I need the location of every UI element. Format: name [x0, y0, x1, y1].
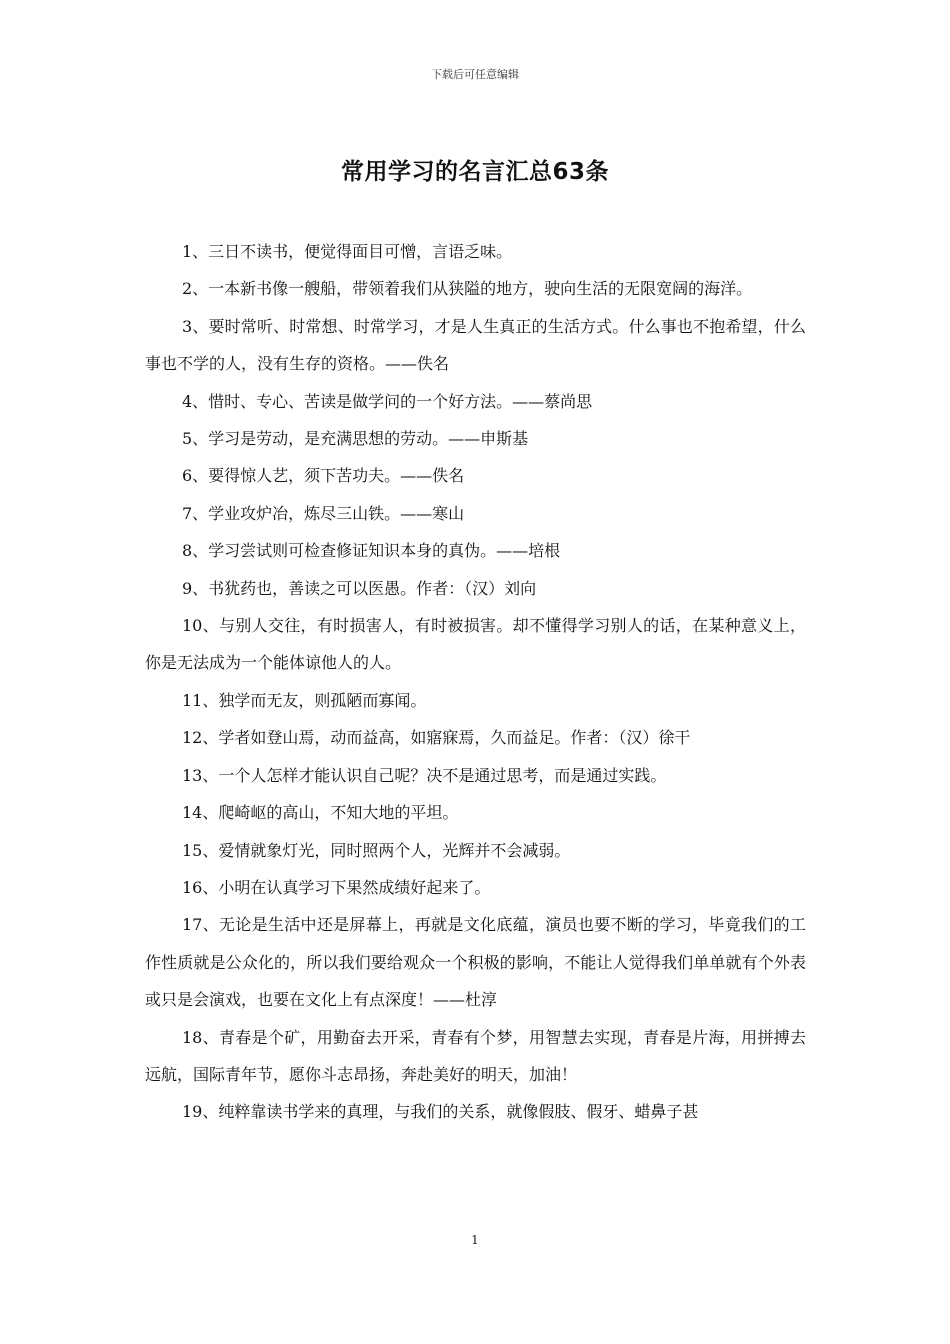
document-title: 常用学习的名言汇总63条	[340, 159, 609, 185]
paragraph-15: 15、爱情就象灯光，同时照两个人，光辉并不会减弱。	[182, 840, 571, 860]
paragraph-1: 1、三日不读书，便觉得面目可憎，言语乏味。	[182, 242, 513, 261]
paragraph-7: 7、学业攻炉冶，炼尽三山铁。——寒山	[182, 503, 465, 523]
paragraph-16: 16、小明在认真学习下果然成绩好起来了。	[182, 877, 491, 897]
paragraph-13: 13、一个人怎样才能认识自己呢？决不是通过思考，而是通过实践。	[182, 765, 667, 785]
paragraph-5: 5、学习是劳动，是充满思想的劳动。——申斯基	[182, 429, 529, 449]
paragraph-8: 8、学习尝试则可检查修证知识本身的真伪。——培根	[182, 541, 561, 561]
paragraph-9: 9、书犹药也，善读之可以医愚。作者：（汉）刘向	[182, 578, 537, 598]
paragraph-12: 12、学者如登山焉，动而益高，如寤寐焉，久而益足。作者：（汉）徐干	[182, 728, 691, 748]
paragraph-19: 19、纯粹靠读书学来的真理，与我们的关系，就像假肢、假牙、蜡鼻子甚	[182, 1102, 699, 1122]
paragraph-17: 17、无论是生活中还是屏幕上，再就是文化底蕴，演员也要不断的学习，毕竟我们的工作性质就是公众化的，所以我们要给观众一个积极的影响，不能让人觉得我们单单就有个外表或只是会演戏，也要在文化上有点深度！——杜淳	[145, 915, 806, 1010]
paragraph-10: 10、与别人交往，有时损害人，有时被损害。却不懂得学习别人的话，在某种意义上，你是无法成为一个能体谅他人的人。	[145, 616, 806, 673]
document-body	[145, 233, 806, 1131]
paragraph-3: 3、要时常听、时常想、时常学习，才是人生真正的生活方式。什么事也不抱希望，什么事也不学的人，没有生存的资格。——佚名	[145, 316, 806, 374]
page-number: 1	[471, 1233, 479, 1247]
paragraph-14: 14、爬崎岖的高山，不知大地的平坦。	[182, 803, 459, 823]
header-note: 下载后可任意编辑	[431, 68, 519, 81]
paragraph-11: 11、独学而无友，则孤陋而寡闻。	[182, 690, 427, 710]
paragraph-18: 18、青春是个矿，用勤奋去开采，青春有个梦，用智慧去实现，青春是片海，用拼搏去远航，国际青年节，愿你斗志昂扬，奔赴美好的明天，加油！	[145, 1027, 806, 1084]
paragraph-2: 2、一本新书像一艘船，带领着我们从狭隘的地方，驶向生活的无限宽阔的海洋。	[182, 279, 753, 299]
paragraph-6: 6、要得惊人艺，须下苦功夫。——佚名	[182, 466, 465, 486]
paragraph-4: 4、惜时、专心、苦读是做学问的一个好方法。——蔡尚思	[182, 391, 593, 411]
